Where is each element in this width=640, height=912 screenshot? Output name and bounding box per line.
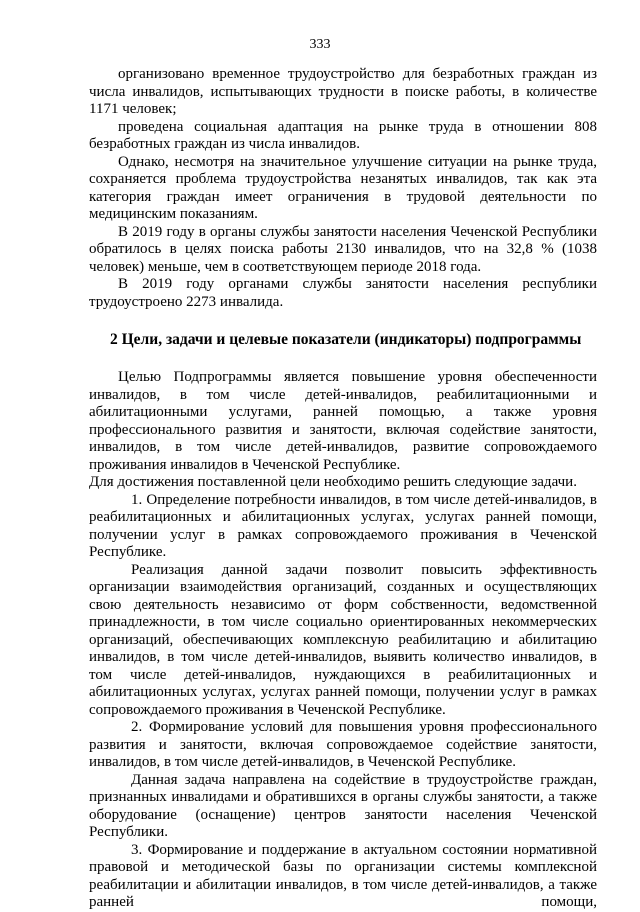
paragraph: Для достижения поставленной цели необходимо решить следующие задачи. xyxy=(89,474,577,490)
paragraph: Однако, несмотря на значительное улучшение ситуации на рынке труда, сохраняется проблема трудоустройства незанятых инвалидов, так как эта категория граждан имеет ограничения в трудовой деятельности по медицинским показаниям. xyxy=(89,153,597,222)
paragraph: 2. Формирование условий для повышения уровня профессионального развития и занятости, включая сопровождаемое содействие занятости, инвалидов, в том числе детей-инвалидов, в Чеченской Республике. xyxy=(89,719,597,770)
paragraph: проведена социальная адаптация на рынке труда в отношении 808 безработных граждан из числа инвалидов. xyxy=(89,118,597,152)
paragraph: Реализация данной задачи позволит повысить эффективность организации взаимодействия организаций, созданных и осуществляющих свою деятельность независимо от форм собственности, ведомственной принадлежности, в том числе социально ориентированных некоммерческих организаций, обеспечивающих комплексную реабилитацию и абилитацию инвалидов, в том числе детей-инвалидов, выявить количество инвалидов, в том числе детей-инвалидов, нуждающихся в реабилитационных и абилитационных услугах, услугах ранней помощи, получении услуг в рамках сопровождаемого проживания в Чеченской Республике. xyxy=(89,561,597,718)
paragraph: 1. Определение потребности инвалидов, в том числе детей-инвалидов, в реабилитационных и абилитационных услугах, услугах ранней помощи, получении услуг в рамках сопровождаемого проживания в Чеченской Республике. xyxy=(89,491,597,560)
section-heading: 2 Цели, задачи и целевые показатели (индикаторы) подпрограммы xyxy=(110,331,582,348)
paragraph: Данная задача направлена на содействие в трудоустройстве граждан, признанных инвалидами и обратившихся в органы службы занятости, а также оборудование (оснащение) центров занятости населения Чеченской Республики. xyxy=(89,771,597,840)
paragraph: В 2019 году органами службы занятости населения республики трудоустроено 2273 инвалида. xyxy=(89,276,597,310)
paragraph: организовано временное трудоустройство для безработных граждан из числа инвалидов, испытывающих трудности в поиске работы, в количестве 1171 человек; xyxy=(89,66,597,117)
paragraph: Целью Подпрограммы является повышение уровня обеспеченности инвалидов, в том числе детей-инвалидов, реабилитационными и абилитационными услугами, ранней помощью, а также уровня профессионального развития и занятости, включая содействие занятости, инвалидов, в том числе детей-инвалидов, развитие сопровождаемого проживания инвалидов в Чеченской Республике. xyxy=(89,369,597,473)
paragraph: 3. Формирование и поддержание в актуальном состоянии нормативной правовой и методической базы по организации системы комплексной реабилитации и абилитации инвалидов, в том числе детей-инвалидов, а также ранней помощи, xyxy=(89,841,597,910)
paragraph: В 2019 году в органы службы занятости населения Чеченской Республики обратилось в целях поиска работы 2130 инвалидов, что на 32,8 % (1038 человек) меньше, чем в соответствующем периоде 2018 года. xyxy=(89,223,597,275)
page-number: 333 xyxy=(309,37,331,52)
document-body xyxy=(89,66,597,912)
